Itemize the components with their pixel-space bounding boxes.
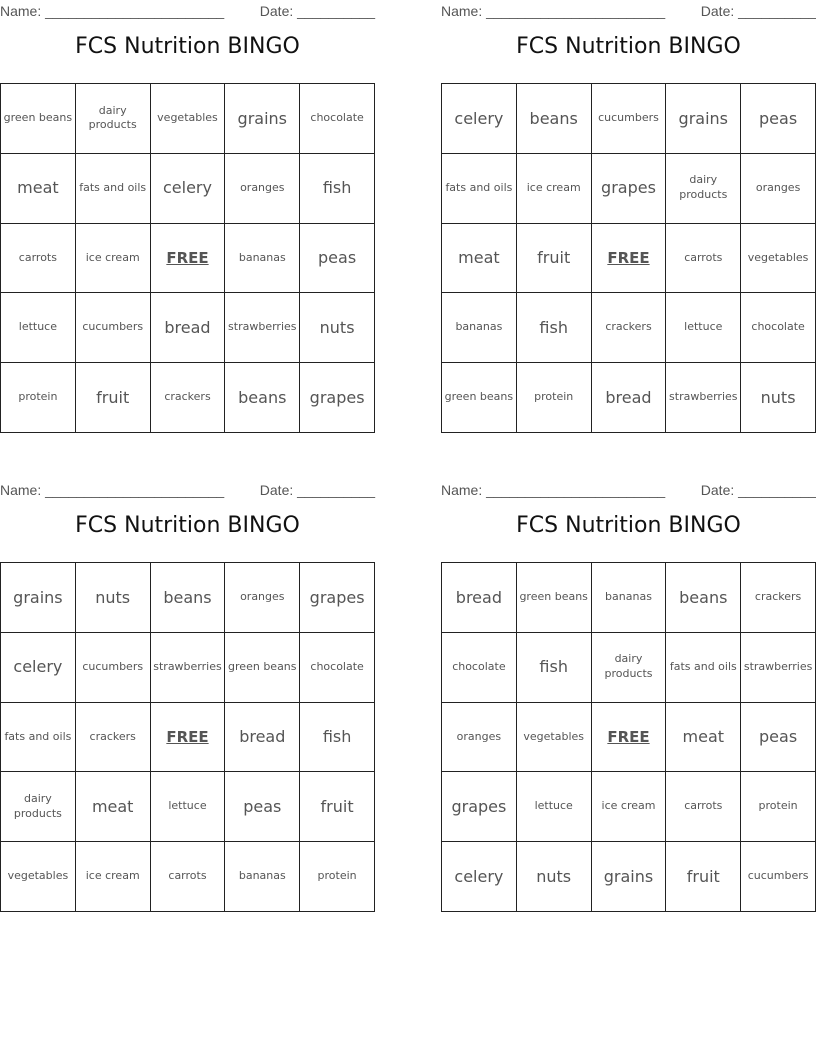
card-title: FCS Nutrition BINGO — [516, 513, 741, 538]
bingo-card-3 — [0, 479, 375, 883]
bingo-cell: fats and oils — [666, 633, 741, 703]
bingo-card-1 — [0, 0, 375, 407]
bingo-grid — [441, 83, 816, 433]
bingo-cell: bread — [592, 363, 667, 433]
date-field-label: Date: __________ — [700, 482, 816, 498]
bingo-cell: meat — [76, 772, 151, 842]
bingo-grid — [441, 562, 816, 912]
bingo-cell: bread — [442, 563, 517, 633]
name-field-label: Name: _______________________ — [441, 3, 666, 19]
bingo-cell: strawberries — [666, 363, 741, 433]
bingo-cell: grapes — [300, 363, 375, 433]
date-field-label: Date: __________ — [700, 3, 816, 19]
bingo-cell: dairy products — [592, 633, 667, 703]
bingo-cell: fruit — [666, 842, 741, 912]
bingo-cell: meat — [1, 154, 76, 224]
bingo-cell: fruit — [300, 772, 375, 842]
bingo-cell: vegetables — [151, 84, 226, 154]
card-header — [441, 479, 816, 501]
bingo-cell: vegetables — [741, 224, 816, 294]
bingo-cell: oranges — [225, 563, 300, 633]
bingo-cell: ice cream — [517, 154, 592, 224]
card-header — [0, 0, 375, 22]
bingo-cell: carrots — [1, 224, 76, 294]
bingo-cell: oranges — [225, 154, 300, 224]
bingo-cell: dairy products — [1, 772, 76, 842]
bingo-cell: crackers — [592, 293, 667, 363]
bingo-cell: beans — [666, 563, 741, 633]
card-header — [441, 0, 816, 22]
bingo-cell: oranges — [741, 154, 816, 224]
bingo-cell: fats and oils — [442, 154, 517, 224]
bingo-cell: ice cream — [76, 842, 151, 912]
bingo-card-4 — [441, 479, 816, 886]
name-field-label: Name: _______________________ — [0, 482, 225, 498]
bingo-cell: crackers — [76, 703, 151, 773]
bingo-cell: celery — [442, 842, 517, 912]
bingo-cell: carrots — [151, 842, 226, 912]
free-space: FREE — [592, 703, 667, 773]
bingo-cell: grapes — [300, 563, 375, 633]
date-field-label: Date: __________ — [259, 482, 375, 498]
bingo-cell: chocolate — [741, 293, 816, 363]
bingo-cell: lettuce — [1, 293, 76, 363]
bingo-cell: dairy products — [666, 154, 741, 224]
bingo-cell: nuts — [300, 293, 375, 363]
bingo-cell: meat — [442, 224, 517, 294]
free-space: FREE — [151, 703, 226, 773]
bingo-cell: bananas — [592, 563, 667, 633]
bingo-cell: peas — [741, 84, 816, 154]
bingo-cell: bananas — [225, 224, 300, 294]
bingo-cell: green beans — [442, 363, 517, 433]
bingo-cell: oranges — [442, 703, 517, 773]
card-title: FCS Nutrition BINGO — [75, 34, 300, 59]
bingo-cell: grains — [666, 84, 741, 154]
bingo-cell: fats and oils — [1, 703, 76, 773]
bingo-cell: green beans — [225, 633, 300, 703]
bingo-cell: chocolate — [300, 633, 375, 703]
bingo-cell: bananas — [442, 293, 517, 363]
bingo-cell: carrots — [666, 224, 741, 294]
bingo-cell: bread — [151, 293, 226, 363]
bingo-cell: vegetables — [1, 842, 76, 912]
bingo-cell: peas — [225, 772, 300, 842]
bingo-cell: protein — [300, 842, 375, 912]
bingo-cell: lettuce — [517, 772, 592, 842]
bingo-cell: bananas — [225, 842, 300, 912]
bingo-cell: lettuce — [666, 293, 741, 363]
bingo-cell: nuts — [76, 563, 151, 633]
free-space: FREE — [151, 224, 226, 294]
bingo-card-2 — [441, 0, 816, 407]
bingo-cell: carrots — [666, 772, 741, 842]
bingo-cell: grains — [1, 563, 76, 633]
bingo-cell: fruit — [517, 224, 592, 294]
bingo-cell: peas — [741, 703, 816, 773]
bingo-grid — [0, 83, 375, 433]
bingo-cell: protein — [741, 772, 816, 842]
bingo-cell: cucumbers — [76, 293, 151, 363]
bingo-cell: fish — [300, 703, 375, 773]
bingo-cell: green beans — [1, 84, 76, 154]
bingo-cell: meat — [666, 703, 741, 773]
bingo-cell: dairy products — [76, 84, 151, 154]
bingo-cell: green beans — [517, 563, 592, 633]
bingo-cell: crackers — [741, 563, 816, 633]
bingo-cell: fats and oils — [76, 154, 151, 224]
bingo-cell: chocolate — [300, 84, 375, 154]
bingo-cell: grains — [225, 84, 300, 154]
bingo-cell: celery — [1, 633, 76, 703]
bingo-cell: peas — [300, 224, 375, 294]
bingo-cell: crackers — [151, 363, 226, 433]
bingo-cell: strawberries — [741, 633, 816, 703]
name-field-label: Name: _______________________ — [0, 3, 225, 19]
bingo-cell: fish — [517, 293, 592, 363]
bingo-cell: protein — [517, 363, 592, 433]
bingo-cell: beans — [151, 563, 226, 633]
bingo-cell: beans — [517, 84, 592, 154]
bingo-cell: grapes — [442, 772, 517, 842]
card-title: FCS Nutrition BINGO — [75, 513, 300, 538]
bingo-cell: chocolate — [442, 633, 517, 703]
bingo-cell: cucumbers — [592, 84, 667, 154]
bingo-cell: ice cream — [592, 772, 667, 842]
bingo-cell: grains — [592, 842, 667, 912]
bingo-cell: strawberries — [151, 633, 226, 703]
date-field-label: Date: __________ — [259, 3, 375, 19]
bingo-cell: nuts — [741, 363, 816, 433]
bingo-cell: fish — [300, 154, 375, 224]
bingo-cell: beans — [225, 363, 300, 433]
bingo-cell: celery — [442, 84, 517, 154]
bingo-cell: grapes — [592, 154, 667, 224]
bingo-cell: protein — [1, 363, 76, 433]
bingo-cell: bread — [225, 703, 300, 773]
bingo-cell: fish — [517, 633, 592, 703]
bingo-cell: nuts — [517, 842, 592, 912]
card-title: FCS Nutrition BINGO — [516, 34, 741, 59]
bingo-cell: celery — [151, 154, 226, 224]
bingo-cell: vegetables — [517, 703, 592, 773]
bingo-grid — [0, 562, 375, 912]
card-header — [0, 479, 375, 501]
bingo-cell: lettuce — [151, 772, 226, 842]
bingo-cell: cucumbers — [741, 842, 816, 912]
bingo-cell: fruit — [76, 363, 151, 433]
bingo-cell: ice cream — [76, 224, 151, 294]
bingo-cell: cucumbers — [76, 633, 151, 703]
name-field-label: Name: _______________________ — [441, 482, 666, 498]
free-space: FREE — [592, 224, 667, 294]
bingo-cell: strawberries — [225, 293, 300, 363]
